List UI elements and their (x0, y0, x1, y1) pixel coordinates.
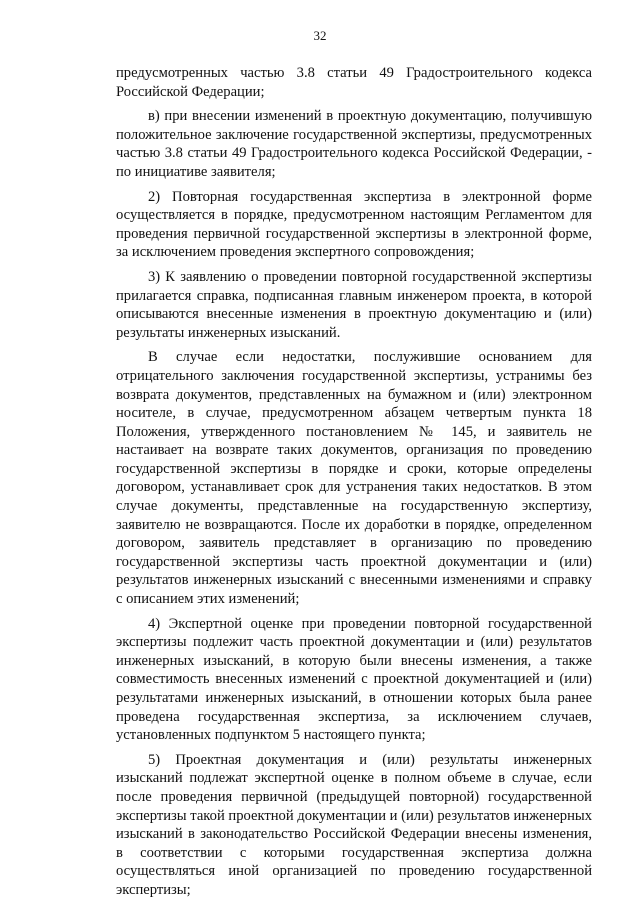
paragraph-item-3: 3) К заявлению о проведении повторной государственной экспертизы прилагается справка, подписанная главным инженером проекта, в которой описываются внесенные изменения в проектную документацию и (или) результаты инженерных изысканий. (116, 268, 592, 341)
document-body (116, 64, 592, 906)
paragraph-item-v: в) при внесении изменений в проектную документацию, получившую положительное заключение государственной экспертизы, предусмотренных частью 3.8 статьи 49 Градостроительного кодекса Российской Федерации, - по инициативе заявителя; (116, 108, 592, 180)
paragraph-continuation: предусмотренных частью 3.8 статьи 49 Градостроительного кодекса Российской Федерации; (116, 65, 592, 100)
page-number: 32 (313, 28, 327, 43)
paragraph-item-5: 5) Проектная документация и (или) результаты инженерных изысканий подлежат экспертной оценке в полном объеме в случае, если после проведения первичной (предыдущей повторной) государственной экспертизы такой проектной документации и (или) результатов инженерных изысканий в законодательство Российской Федерации внесены изменения, в соответствии с которыми государственная экспертиза должна осуществляться иной организацией по проведению государственной экспертизы; (116, 751, 592, 898)
paragraph-deficiencies: В случае если недостатки, послужившие основанием для отрицательного заключения государственной экспертизы, устранимы без возврата документов, представленных на бумажном и (или) электронном носителе, в случае, предусмотренном абзацем четвертым пункта 18 Положения, утвержденного постановлением № 145, и заявитель не настаивает на возврате таких документов, организация по проведению государственной экспертизы в порядке и сроки, которые определены договором, устанавливает срок для устранения таких недостатков. В этом случае документы, представленные на государственную экспертизу, заявителю не возвращаются. После их доработки в порядке, определенном договором, заявитель представляет в организацию по проведению государственной экспертизы часть проектной документации и (или) результатов инженерных изысканий с внесенными изменениями и справку с описанием этих изменений; (116, 349, 592, 608)
paragraph-item-4: 4) Экспертной оценке при проведении повторной государственной экспертизы подлежит часть проектной документации и (или) результатов инженерных изысканий, в которую были внесены изменения, а также совместимость внесенных изменений с проектной документацией и (или) результатами инженерных изысканий, в отношении которых была ранее проведена государственная экспертиза, за исключением случаев, установленных подпунктом 5 настоящего пункта; (116, 615, 592, 744)
paragraph-item-2: 2) Повторная государственная экспертиза в электронной форме осуществляется в порядке, предусмотренном настоящим Регламентом для проведения первичной государственной экспертизы в электронной форме, за исключением проведения экспертного сопровождения; (116, 188, 592, 261)
